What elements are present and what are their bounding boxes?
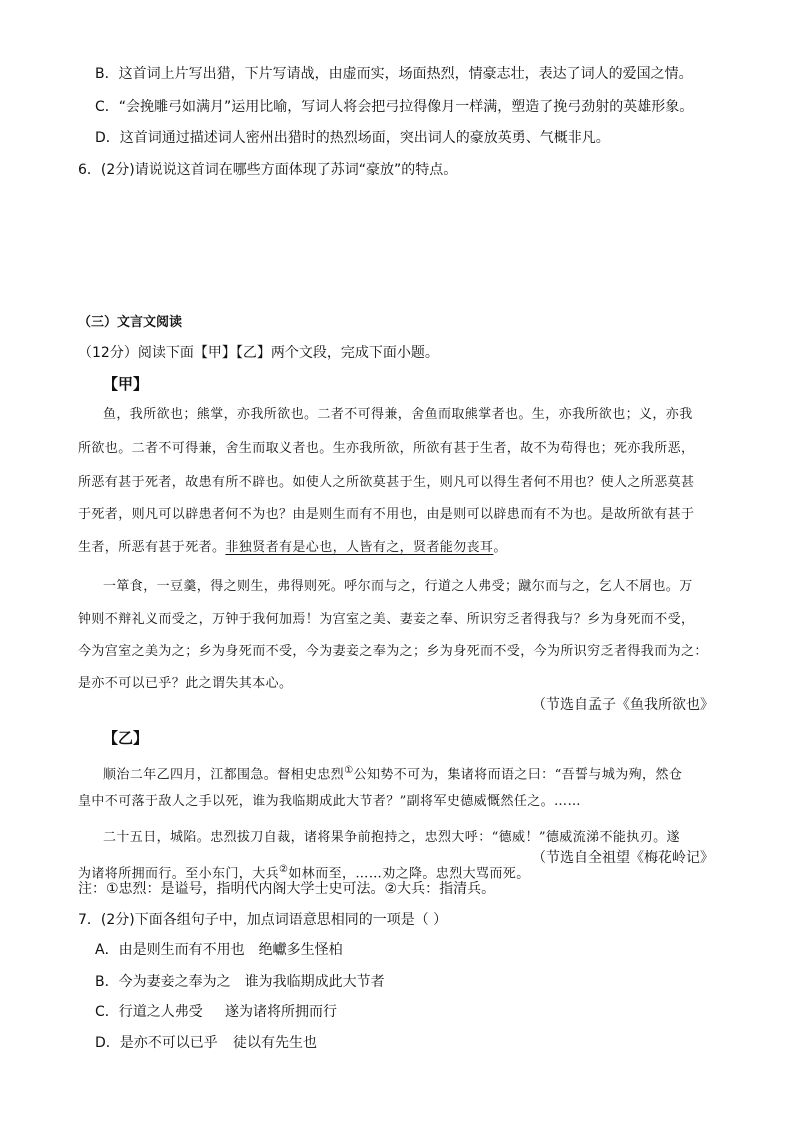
q7-option-right: 谁为我临期成此大节者 xyxy=(244,974,385,990)
q7-option-b xyxy=(95,972,385,992)
jia-underlined-sentence: 非独贤者有是心也，人皆有之，贤者能勿丧耳 xyxy=(225,540,494,555)
jia-para2-line: 钟则不辩礼义而受之，万钟于我何加焉！为宫室之美、妻妾之奉、所识穷乏者得我与？乡为身死而不受， xyxy=(78,612,695,627)
q7-option-left: C．行道之人弗受 xyxy=(95,1004,203,1020)
option-c: C．“会挽雕弓如满月”运用比喻，写词人将会把弓拉得像月一样满，塑造了挽弓劲射的英雄形象。 xyxy=(95,99,694,115)
jia-line: 所恶有甚于死者，故患有所不辟也。如使人之所欲莫甚于生，则凡可以得生者何不用也？使人之所恶莫甚 xyxy=(78,475,695,490)
question-7: 7．(2分)下面各组句子中，加点词语意思相同的一项是（ ） xyxy=(78,912,448,928)
q7-option-left: A．由是则生而有不用也 xyxy=(95,942,245,958)
jia-line: 于死者，则凡可以辟患者何不为也？由是则生而有不用也，由是则可以辟患而有不为也。是故所欲有甚于 xyxy=(78,507,695,522)
jia-para2-line: 一箪食，一豆羹，得之则生，弗得则死。呼尔而与之，行道之人弗受；蹴尔而与之，乞人不屑也。万 xyxy=(103,579,693,594)
question-6: 6．(2分)请说说这首词在哪些方面体现了苏词“豪放”的特点。 xyxy=(78,162,458,178)
yi-label: 【乙】 xyxy=(103,729,149,747)
yi-source: （节选自全祖望《梅花岭记》 xyxy=(532,850,714,866)
q7-option-right: 绝巘多生怪柏 xyxy=(258,942,343,958)
jia-source: （节选自孟子《鱼我所欲也》 xyxy=(532,697,714,713)
q7-option-a xyxy=(95,940,343,960)
option-d: D．这首词通过描述词人密州出猎时的热烈场面，突出词人的豪放英勇、气概非凡。 xyxy=(95,130,610,146)
yi-text: 顺治二年乙四月，江都围急。督相史忠烈 xyxy=(103,767,345,783)
jia-line: 所欲也。二者不可得兼，舍生而取义者也。生亦我所欲，所欲有甚于生者，故不为苟得也；死亦我所恶， xyxy=(78,441,695,456)
jia-para2-line: 今为宫室之美为之；乡为身死而不受，今为妻妾之奉为之；乡为身死而不受，今为所识穷乏者得我而为之： xyxy=(78,644,708,659)
q7-option-right: 遂为诸将所拥而行 xyxy=(225,1004,337,1020)
q7-option-left: D．是亦不可以已乎 xyxy=(95,1035,218,1051)
jia-para2-line: 是亦不可以已乎？此之谓失其本心。 xyxy=(78,676,293,691)
q7-option-left: B．今为妻妾之奉为之 xyxy=(95,974,231,990)
yi-para1-line2: 皇中不可落于敌人之手以死，谁为我临期成此大节者？”副将军史德威慨然任之。…… xyxy=(78,794,581,809)
yi-text: 为诸将所拥而行。至小东门，大兵 xyxy=(78,866,280,882)
section-intro: （12分）阅读下面【甲】【乙】两个文段，完成下面小题。 xyxy=(78,345,439,361)
footnote: 注：①忠烈：是谥号，指明代内阁大学士史可法。②大兵：指清兵。 xyxy=(78,881,496,897)
footnote-marker: ① xyxy=(344,765,354,776)
q7-option-d xyxy=(95,1033,317,1053)
jia-line-5 xyxy=(78,538,507,558)
jia-line: 鱼，我所欲也；熊掌，亦我所欲也。二者不可得兼，舍鱼而取熊掌者也。生，亦我所欲也；义，亦我 xyxy=(103,407,693,422)
jia-line5-prefix: 生者，所恶有甚于死者。 xyxy=(78,540,226,555)
jia-line5-suffix: 。 xyxy=(493,540,507,555)
yi-para1-line1 xyxy=(103,761,682,785)
option-b: B．这首词上片写出猎，下片写请战，由虚而实，场面热烈，情豪志壮，表达了词人的爱国之情。 xyxy=(95,66,693,82)
footnote-marker: ② xyxy=(279,864,289,875)
yi-text: 公知势不可为，集诸将而语之曰：“吾誓与城为殉，然仓 xyxy=(353,767,683,783)
jia-label: 【甲】 xyxy=(103,375,149,393)
yi-para2-line1: 二十五日，城陷。忠烈拔刀自裁，诸将果争前抱持之，忠烈大呼：“德威！”德威流涕不能执刃。遂 xyxy=(103,830,680,845)
q7-option-right: 徒以有先生也 xyxy=(233,1035,317,1051)
section-heading: （三）文言文阅读 xyxy=(78,315,183,330)
q7-option-c xyxy=(95,1002,337,1022)
yi-text: 如林而至，……劝之降。忠烈大骂而死。 xyxy=(288,866,530,882)
